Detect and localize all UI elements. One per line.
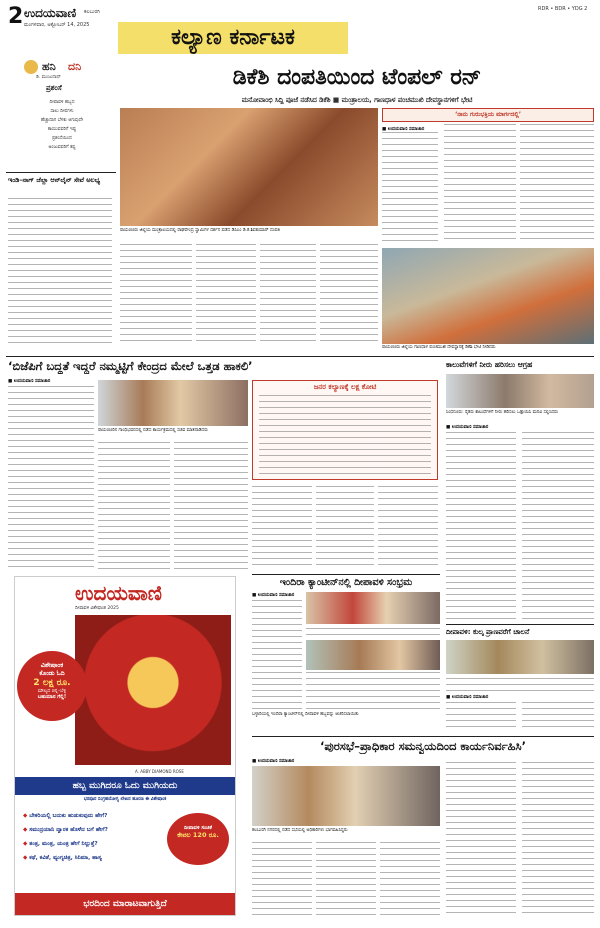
story5-body-col1 [446, 702, 516, 732]
story1-body-col5 [196, 244, 256, 344]
poem-line: ದೀಪಾವಳಿ ಹಬ್ಬದ [49, 100, 75, 105]
column-poem [26, 98, 98, 152]
story4-byline: ■ ಉದಯವಾಣಿ ಸಮಾಚಾರ [252, 593, 295, 598]
story5-headline: ದೀಪಾವಳಿ: ಕುಲ್ಕ ಪ್ರಾಣವರೆಗೆ ಚಾಲನೆ [446, 628, 530, 636]
story2-body-col6 [378, 486, 438, 570]
divider [6, 172, 116, 173]
divider [446, 624, 594, 625]
column-byline: ಡಿ. ಮಂಜುನಾಥ್ [36, 75, 61, 80]
story2-body-col5 [316, 486, 374, 570]
story6-body-col2 [316, 842, 376, 918]
divider [252, 574, 440, 575]
box1-body [259, 395, 431, 475]
brief1-title: ಇಂಡಿ–ನಾಗ್‌ ಜೆಲ್ಲಾ ಆನ್‌ಲೈನ್‌ ಸೇವೆ ಅಲಭ್ಯ [8, 176, 101, 184]
ad-footer: ಭರದಿಂದ ಮಾರಾಟವಾಗುತ್ತಿದೆ [15, 893, 235, 915]
story6-headline: ‘ಪುರಸಭೆ–ಪ್ರಾಧಿಕಾರ ಸಮನ್ವಯದಿಂದ ಕಾರ್ಯನಿರ್ವಹಿಸಿ’ [319, 739, 527, 753]
divider [252, 736, 594, 737]
story6-body-col4 [446, 762, 516, 918]
diamond-icon: ◆ [23, 827, 30, 833]
story6-caption: ಕಲಬುರಗಿ ನಗರದಲ್ಲಿ ನಡೆದ ಸಭೆಯಲ್ಲಿ ಅಧಿಕಾರಿಗಳು ಭಾಗವಹಿಸಿದ್ದರು [252, 828, 348, 833]
story1-body-col6 [260, 244, 316, 344]
section-banner: ಕಲ್ಯಾಣ ಕರ್ನಾಟಕ [118, 22, 348, 54]
paper-name: ಉದಯವಾಣಿ [24, 6, 77, 20]
story5-photo [446, 640, 594, 674]
column-box [6, 60, 104, 170]
column-logo-b: ದನಿ [68, 60, 82, 73]
story1-quote: ‘ನಾನು ಗುರುಭಕ್ತಿಯ ಮಾರ್ಗದಲ್ಲಿ’ [382, 108, 594, 122]
box1-title: ಜನರ ಕಲ್ಯಾಣಕ್ಕೆ ಲಕ್ಷ ಕೋಟಿ [313, 383, 377, 391]
story3-caption: ಸಿಂಧನೂರು: ರೈತರು ಕಾಲುವೆಗಳಿಗೆ ನೀರು ಹರಿಸಲು ಒತ್ತಾಯಿಸಿ ಮನವಿ ಸಲ್ಲಿಸಿದರು [446, 410, 558, 415]
poem-line: ಪ್ರಶಂಸೆಯಿಂದ [52, 136, 72, 141]
story2-body-col2 [98, 442, 170, 570]
story6-byline: ■ ಉದಯವಾಣಿ ಸಮಾಚಾರ [252, 759, 295, 764]
ad-bullet: ◆ ಸಮುದ್ರಯಾನಿ ದ್ವಾರಕ ಹೊಳೆದ ಬಗೆ ಹೇಗೆ? [23, 827, 108, 833]
ad-price: ಕೇವಲ 120 ರೂ. [177, 831, 219, 839]
story6-body-col1 [252, 842, 312, 918]
poem-line: ಕಾಯುವವರಿಗೆ ಇಷ್ಟ [47, 127, 77, 132]
story5-caption [446, 678, 594, 692]
divider [6, 356, 594, 357]
story4-body-col1 [252, 600, 302, 710]
story5-body-col2 [522, 702, 594, 732]
story1-body-col4 [120, 244, 192, 344]
story3-body-col1 [446, 432, 516, 622]
story2-body-col4 [252, 486, 312, 570]
story2-byline: ■ ಉದಯವಾಣಿ ಸಮಾಚಾರ [8, 379, 51, 384]
column-logo-a: ಹನಿ [42, 60, 56, 73]
story1-body-col2 [444, 124, 516, 244]
diamond-icon: ◆ [23, 813, 30, 819]
ad-bullet: ◆ ಬೇಕರಿಯಲ್ಲಿ ಬದುಕು ಹುಡುಕುವುದು ಹೇಗೆ? [23, 813, 108, 819]
story2-body-col3 [174, 442, 248, 570]
story1-photo [120, 108, 378, 226]
story1-headline: ಡಿಕೆಶಿ ದಂಪತಿಯಿಂದ ಟೆಂಪಲ್‌ ರನ್‌ [232, 65, 482, 90]
edition-code: RDR • BDR • YDG 2 [538, 6, 588, 12]
story1-body-col3 [520, 124, 594, 244]
story4-caption1 [306, 628, 440, 638]
diamond-icon: ◆ [23, 855, 30, 861]
story4-caption: ಬಳ್ಳಾರಿಯಲ್ಲಿ ಇಂದಿರಾ ಕ್ಯಾಂಟೀನ್‌ನಲ್ಲಿ ದೀಪಾವಳಿ ಹಬ್ಬವನ್ನು ಆಚರಿಸಲಾಯಿತು [252, 712, 359, 717]
page-number: 2 [8, 4, 24, 29]
ad-brand: ಉದಯವಾಣಿ [75, 581, 162, 605]
story2-body-col1 [8, 386, 94, 570]
ad-edition: ದೀಪಾವಳಿ ವಿಶೇಷಾಂಕ 2025 [75, 606, 119, 611]
story5-byline: ■ ಉದಯವಾಣಿ ಸಮಾಚಾರ [446, 695, 489, 700]
ad-band-sub: ಭರಪೂರ ಸಂಗ್ರಹಯೋಗ್ಯ ಲೇಖನ ಹೂರಣ ಈ ವಿಶೇಷಾಂಕ [83, 797, 167, 802]
story6-body-col5 [522, 762, 594, 918]
story4-body-col2 [306, 672, 440, 710]
story1-caption2: ರಾಯಚೂರು ಜಿಲ್ಲೆಯ ಗಾಣಧಾಳ ಪಂಚಮುಖಿ ದೇವಸ್ಥಾನಕ್ಕೆ ಡಿಕೆಶಿ ಭೇಟಿ ನೀಡಿದರು [382, 345, 496, 350]
ad-bullets [23, 809, 163, 865]
story3-headline: ಕಾಲುವೆಗಳಿಗೆ ನೀರು ಹರಿಸಲು ಆಗ್ರಹ [446, 360, 533, 369]
brief1-body [8, 198, 112, 348]
poem-line: ಹೆಚ್ಚಾದಾಗ ಬೆಳಕು ಆಗುವುದೇ [40, 118, 84, 123]
story4-photo2 [306, 640, 440, 670]
ad-price-burst [167, 813, 229, 865]
story1-photo2 [382, 248, 594, 344]
ad-price-box: ದೀಪಾವಳಿ ಸಂಚಿಕೆ [184, 825, 212, 831]
burst-line: ಮೌಲ್ಯದ ಚಿನ್ನ–ಬೆಳ್ಳಿ [37, 689, 67, 694]
diamond-icon: ◆ [23, 841, 30, 847]
story1-caption: ರಾಯಚೂರು ಜಿಲ್ಲೆಯ ಮಂತ್ರಾಲಯದಲ್ಲಿ ರಾಘವೇಂದ್ರ ಸ್ವಾಮಿಗಳ ದರ್ಶನ ಪಡೆದ ಡಿಸಿಎಂ ಡಿ.ಕೆ.ಶಿವಕುಮಾರ್ ದಂಪತಿ [120, 228, 280, 233]
burst-line: ಕೊಂಡು ಓದಿ [39, 670, 65, 677]
ad-box [14, 576, 236, 916]
story6-body-col3 [380, 842, 440, 918]
story6-photo [252, 766, 440, 826]
edition-name: ಕಲಬುರಗಿ [84, 9, 100, 15]
story1-byline: ■ ಉದಯವಾಣಿ ಸಮಾಚಾರ [382, 127, 425, 132]
story3-byline: ■ ಉದಯವಾಣಿ ಸಮಾಚಾರ [446, 425, 489, 430]
burst-line: ಬಹುಮಾನ ಗೆಲ್ಲಿ! [37, 694, 67, 700]
ad-sponsor: A. ABBY DIAMOND ROSE [135, 769, 184, 774]
story4-headline: ಇಂದಿರಾ ಕ್ಯಾಂಟೀನ್‌ನಲ್ಲಿ ದೀಪಾವಳಿ ಸಂಭ್ರಮ [279, 577, 413, 588]
column-title: ಪ್ರಶಂಸೆ [46, 84, 62, 92]
ad-bullet: ◆ ಕಥೆ, ಕವಿತೆ, ವ್ಯಂಗ್ಯಚಿತ್ರ, ಸಿನಿಮಾ, ಹಾಸ್ಯ [23, 855, 102, 861]
story3-photo [446, 374, 594, 408]
story2-headline: ‘ಬಿಜೆಪಿಗೆ ಬದ್ಧತೆ ಇದ್ದರೆ ನಮ್ಮಟ್ಟಿಗೆ ಕೇಂದ್ರದ ಮೇಲೆ ಒತ್ತಡ ಹಾಕಲಿ’ [8, 359, 253, 373]
story2-caption: ರಾಯಚೂರಿನ ಗಾಂಧಿಭವನದಲ್ಲಿ ನಡೆದ ಕಾರ್ಯಕ್ರಮದಲ್ಲಿ ಸಚಿವ ಮಾತನಾಡಿದರು [98, 428, 208, 433]
poem-line: ಅಂಜುವವರಿಗೆ ಕಷ್ಟ [48, 145, 76, 150]
poem-line: ಸಾಲು ದೀಪಗಳು [50, 109, 74, 114]
story3-body-col2 [522, 432, 594, 622]
story4-photo1 [306, 592, 440, 624]
story1-body-col1 [382, 132, 438, 244]
story1-body-col7 [320, 244, 378, 344]
ad-bullet: ◆ ತಂತ್ರ, ಮಂತ್ರ, ಯಂತ್ರ ಹೇಗೆ ನಿಲ್ಲುತ್ತೆ? [23, 841, 98, 847]
drop-icon [24, 60, 38, 74]
burst-line: 2 ಲಕ್ಷ ರೂ. [33, 678, 71, 688]
date-line: ಮಂಗಳವಾರ, ಅಕ್ಟೋಬರ್ 14, 2025 [24, 22, 90, 28]
ad-cover-art [75, 615, 231, 765]
story2-photo [98, 380, 248, 426]
burst-line: ವಿಶೇಷಾಂಕ [40, 661, 64, 669]
story1-subhead: ಮನೋವಾಂಛಿ ಸಿದ್ದಿ ಪೂಜೆ ನಡೆಸಿದ ಡಿಕೆಶಿ ■ ಮಂತ್ರಾಲಯ, ಗಾಣಧಾಳ ಪಂಚಮುಖಿ ದೇವಸ್ಥಾನಗಳಿಗೆ ಭೇಟಿ [241, 96, 473, 104]
ad-burst [17, 651, 87, 721]
ad-band: ಹಬ್ಬ ಮುಗಿದರೂ ಓದು ಮುಗಿಯದು [15, 777, 235, 795]
box1 [252, 380, 438, 480]
